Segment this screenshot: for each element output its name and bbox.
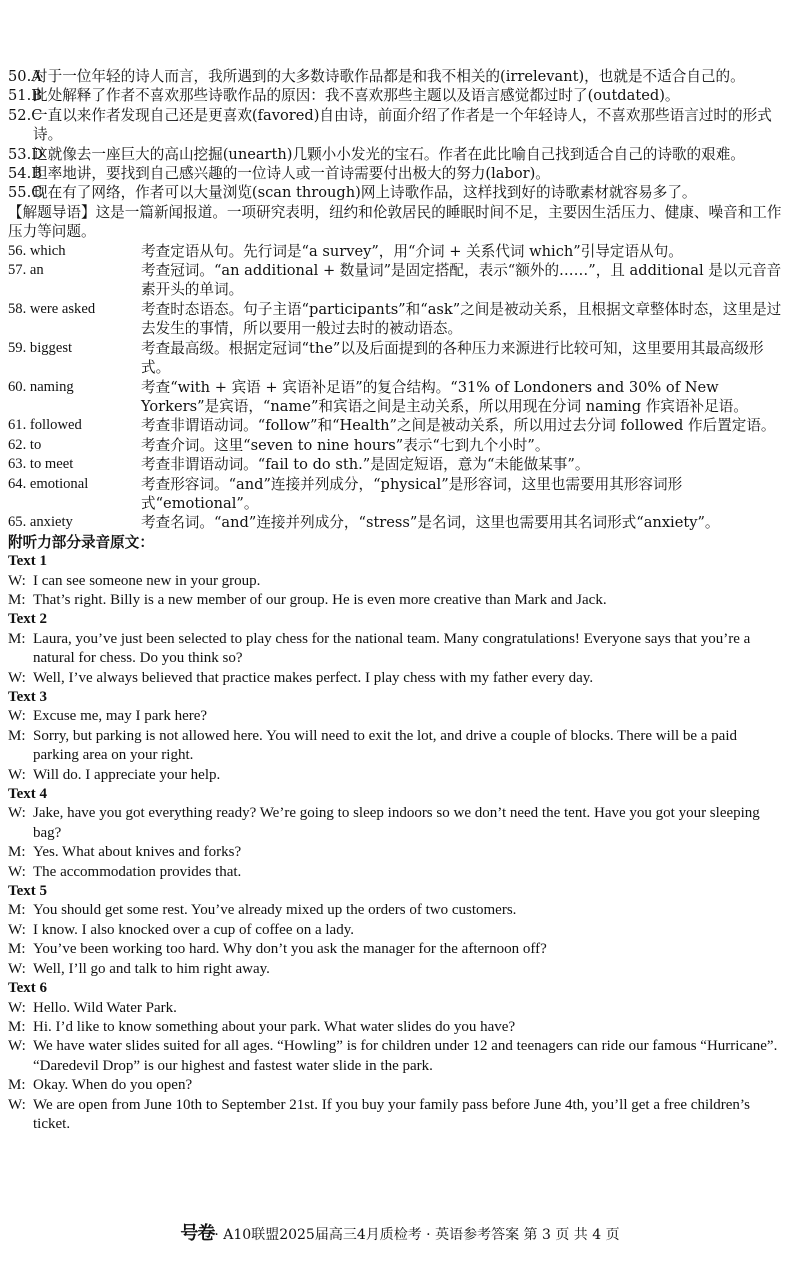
dialogue-text: Yes. What about knives and forks?: [33, 844, 242, 861]
dialogue-line: [8, 804, 784, 843]
speaker-label: M:: [8, 902, 26, 919]
answer-key: 61. followed: [8, 417, 82, 434]
transcript-section: [8, 552, 784, 610]
dialogue-text: You’ve been working too hard. Why don’t you ask the manager for the afternoon off?: [33, 941, 547, 958]
transcript-title: Text 3: [8, 689, 48, 705]
transcript-section: [8, 610, 784, 688]
speaker-label: W:: [8, 669, 26, 686]
speaker-label: M:: [8, 591, 26, 608]
explanation-text: 此处解释了作者不喜欢那些诗歌作品的原因：我不喜欢那些主题以及语言感觉都过时了(outdated)。: [33, 87, 680, 105]
answer-item: [8, 242, 784, 261]
explanation-text: 对于一位年轻的诗人而言，我所遇到的大多数诗歌作品都是和我不相关的(irrelevant)，也就是不适合自己的。: [33, 68, 745, 85]
dialogue-text: Hi. I’d like to know something about your park. What water slides do you have?: [33, 1018, 516, 1035]
answer-item: [8, 378, 784, 417]
dialogue-line: [8, 1018, 784, 1037]
dialogue-line: [8, 766, 784, 785]
page-footer: [0, 1224, 800, 1245]
dialogue-text: Laura, you’ve just been selected to play chess for the national team. Many congratulations! Everyone says that you’re a natural for chess. Do you think so?: [33, 630, 751, 667]
transcript-title: Text 5: [8, 883, 48, 900]
speaker-label: M:: [8, 1018, 26, 1035]
dialogue-text: Well, I’ll go and talk to him right away.: [33, 960, 270, 977]
answer-explanation: 考查形容词。“and”连接并列成分，“physical”是形容词，这里也需要用其形容词形式“emotional”。: [141, 475, 683, 512]
dialogue-text: I know. I also knocked over a cup of coffee on a lady.: [33, 921, 354, 938]
speaker-label: W:: [8, 805, 26, 822]
explanation-text: 现在有了网络，作者可以大量浏览(scan through)网上诗歌作品，这样找到好的诗歌素材就容易多了。: [33, 184, 697, 202]
dialogue-text: That’s right. Billy is a new member of our group. He is even more creative than Mark and Jack.: [33, 591, 607, 608]
question-number: 50.A: [8, 68, 42, 85]
answer-key: 60. naming: [8, 378, 74, 395]
dialogue-text: Hello. Wild Water Park.: [33, 999, 177, 1016]
explanation-item: [8, 145, 784, 164]
answer-item: [8, 261, 784, 300]
answer-key: 62. to: [8, 436, 42, 453]
dialogue-line: [8, 960, 784, 979]
speaker-label: W:: [8, 766, 26, 783]
transcript-section: [8, 882, 784, 979]
speaker-label: W:: [8, 1096, 26, 1113]
answer-key: 64. emotional: [8, 475, 89, 492]
cloze-explanations: [8, 67, 784, 203]
answer-explanation: 考查非谓语动词。“fail to do sth.”是固定短语，意为“未能做某事”。: [141, 456, 590, 474]
dialogue-text: The accommodation provides that.: [33, 863, 242, 880]
question-number: 54.B: [8, 165, 42, 183]
speaker-label: W:: [8, 921, 26, 938]
dialogue-line: [8, 1096, 784, 1135]
dialogue-line: [8, 901, 784, 920]
answer-explanation: 考查介词。这里“seven to nine hours”表示“七到九个小时”。: [141, 436, 550, 454]
dialogue-line: [8, 1076, 784, 1095]
dialogue-line: [8, 572, 784, 591]
dialogue-text: Excuse me, may I park here?: [33, 708, 208, 725]
grammar-answers: [8, 242, 784, 533]
dialogue-line: [8, 669, 784, 688]
dialogue-line: [8, 863, 784, 882]
passage-guide: [8, 203, 784, 242]
speaker-label: W:: [8, 1038, 26, 1055]
explanation-text: 坦率地讲，要找到自己感兴趣的一位诗人或一首诗需要付出极大的努力(labor)。: [33, 165, 550, 183]
dialogue-text: Will do. I appreciate your help.: [33, 766, 221, 783]
dialogue-line: [8, 591, 784, 610]
answer-explanation: 考查时态语态。句子主语“participants”和“ask”之间是被动关系，且根据文章整体时态，这里是过去发生的事情，所以要用一般过去时的被动语态。: [141, 300, 782, 338]
answer-item: [8, 339, 784, 378]
explanation-item: [8, 67, 784, 86]
speaker-label: M:: [8, 941, 26, 958]
answer-key: 63. to meet: [8, 456, 74, 473]
explanation-text: 一直以来作者发现自己还是更喜欢(favored)自由诗，前面介绍了作者是一个年轻诗人，不喜欢那些语言过时的形式诗。: [33, 106, 772, 144]
answer-explanation: 考查最高级。根据定冠词“the”以及后面提到的各种压力来源进行比较可知，这里要用其最高级形式。: [141, 339, 764, 377]
answer-key: 58. were asked: [8, 300, 96, 317]
guide-text: 这是一篇新闻报道。一项研究表明，纽约和伦敦居民的睡眠时间不足，主要因生活压力、健康、噪音和工作压力等问题。: [8, 203, 782, 241]
answer-item: [8, 416, 784, 435]
answer-item: [8, 513, 784, 532]
question-number: 53.D: [8, 145, 43, 163]
question-number: 52.C: [8, 106, 43, 124]
transcript-section: [8, 785, 784, 882]
dialogue-line: [8, 999, 784, 1018]
answer-item: [8, 300, 784, 339]
speaker-label: W:: [8, 708, 26, 725]
answer-explanation: 考查冠词。“an additional + 数量词”是固定搭配，表示“额外的……”，且 additional 是以元音音素开头的单词。: [141, 262, 782, 299]
dialogue-text: Well, I’ve always believed that practice makes perfect. I play chess with my father every day.: [33, 669, 594, 686]
dialogue-text: I can see someone new in your group.: [33, 572, 261, 589]
answer-key: 59. biggest: [8, 339, 73, 356]
dialogue-text: You should get some rest. You’ve already mixed up the orders of two customers.: [33, 902, 517, 919]
answer-explanation: 考查“with + 宾语 + 宾语补足语”的复合结构。“31% of Londoners and 30% of New Yorkers”是宾语，“name”和宾语之间是主动关系，所以用现在分词 naming 作宾语补足语。: [141, 378, 748, 415]
speaker-label: M:: [8, 727, 26, 744]
explanation-item: [8, 183, 784, 202]
dialogue-text: Okay. When do you open?: [33, 1077, 193, 1094]
listening-heading: 附听力部分录音原文：: [8, 533, 154, 551]
explanation-item: [8, 86, 784, 105]
dialogue-line: [8, 1037, 784, 1076]
transcript-title: Text 2: [8, 611, 48, 628]
speaker-label: M:: [8, 844, 26, 861]
listening-transcripts: [8, 552, 784, 1134]
footer-text: · A10联盟2025届高三4月质检考 · 英语参考答案 第 3 页 共 4 页: [214, 1227, 620, 1243]
answer-item: [8, 436, 784, 455]
dialogue-line: [8, 921, 784, 940]
speaker-label: M:: [8, 630, 26, 647]
dialogue-line: [8, 630, 784, 669]
answer-key: 56. which: [8, 242, 66, 259]
explanation-item: [8, 164, 784, 183]
answer-key: 57. an: [8, 262, 44, 279]
question-number: 51.B: [8, 87, 42, 105]
answer-explanation: 考查定语从句。先行词是“a survey”，用“介词 + 关系代词 which”引导定语从句。: [141, 242, 683, 260]
transcript-title: Text 6: [8, 980, 48, 997]
guide-label: 【解题导语】: [8, 203, 96, 221]
dialogue-line: [8, 940, 784, 959]
speaker-label: M:: [8, 1077, 26, 1094]
dialogue-text: We have water slides suited for all ages. “Howling” is for children under 12 and teenagers can ride our famous “Hurricane”. “Daredevil Drop” is our highest and fastest water slide in the park.: [33, 1038, 778, 1074]
dialogue-text: Jake, have you got everything ready? We’re going to sleep indoors so we don’t need the tent. Have you got your sleeping bag?: [33, 805, 760, 841]
dialogue-text: We are open from June 10th to September 21st. If you buy your family pass before June 4th, you’ll get a free children’s ticket.: [33, 1096, 750, 1132]
speaker-label: W:: [8, 999, 26, 1016]
answer-explanation: 考查非谓语动词。“follow”和“Health”之间是被动关系，所以用过去分词 followed 作后置定语。: [141, 417, 776, 435]
answer-explanation: 考查名词。“and”连接并列成分，“stress”是名词，这里也需要用其名词形式“anxiety”。: [141, 514, 720, 532]
speaker-label: W:: [8, 863, 26, 880]
page-content: [8, 67, 784, 1134]
explanation-item: [8, 106, 784, 145]
speaker-label: W:: [8, 960, 26, 977]
transcript-section: [8, 688, 784, 785]
speaker-label: W:: [8, 572, 26, 589]
answer-key: 65. anxiety: [8, 514, 73, 531]
dialogue-line: [8, 727, 784, 766]
dialogue-line: [8, 707, 784, 726]
dialogue-text: Sorry, but parking is not allowed here. You will need to exit the lot, and drive a couple of blocks. There will be a paid parking area on your right.: [33, 727, 738, 764]
publisher-logo: 号卷: [180, 1223, 215, 1244]
question-number: 55.C: [8, 184, 43, 202]
transcript-title: Text 1: [8, 553, 48, 570]
transcript-title: Text 4: [8, 786, 48, 803]
transcript-section: [8, 979, 784, 1134]
explanation-text: 这就像去一座巨大的高山挖掘(unearth)几颗小小发光的宝石。作者在此比喻自己找到适合自己的诗歌的艰难。: [33, 145, 745, 163]
answer-item: [8, 475, 784, 514]
answer-item: [8, 455, 784, 474]
dialogue-line: [8, 843, 784, 862]
